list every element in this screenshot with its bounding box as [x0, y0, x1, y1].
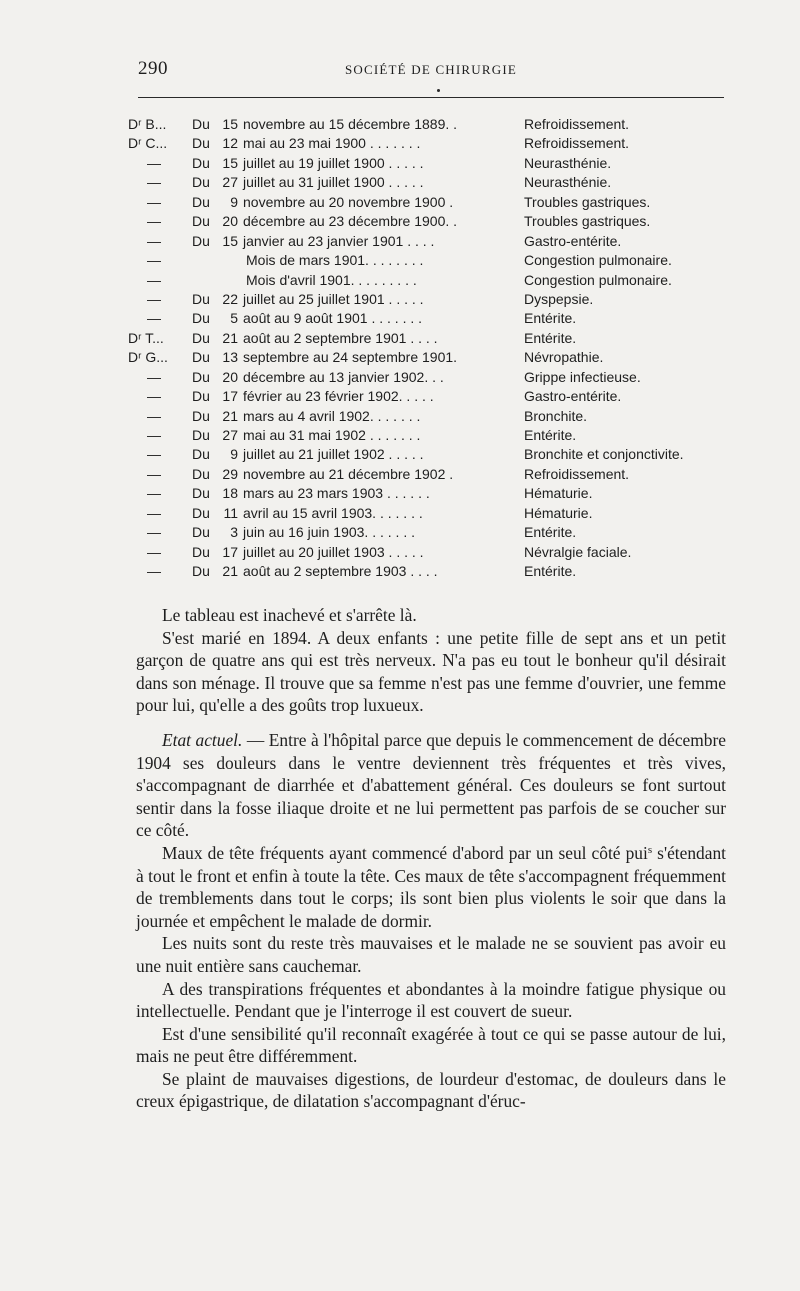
paragraph-nights: Les nuits sont du reste très mauvaises et le malade ne se souvient pas avoir eu une nuit entière sans cauchemar.	[136, 933, 726, 976]
table-cell-doctor: —	[147, 310, 161, 327]
table-cell-doctor: —	[147, 427, 161, 443]
paragraph-sweating: A des transpirations fréquentes et abondantes à la moindre fatigue physique ou intellectuelle. Pendant que je l'interroge il est couvert de sueur.	[136, 978, 726, 1022]
medical-history-table	[128, 115, 728, 582]
table-cell-doctor: —	[147, 504, 161, 521]
table-cell-du: Du	[192, 290, 210, 307]
table-row	[128, 407, 728, 426]
table-cell-du: Du	[192, 310, 210, 327]
table-cell-illness: Troubles gastriques.	[524, 213, 651, 230]
table-cell-day: 17	[222, 543, 238, 560]
table-cell-period: Mois d'avril 1901. . . . . . . . .	[246, 271, 417, 288]
table-cell-period: mars au 4 avril 1902. . . . . . .	[243, 407, 421, 424]
table-cell-doctor: Dʳ G...	[128, 349, 168, 366]
table-cell-day: 27	[222, 174, 238, 191]
table-cell-du: Du	[192, 154, 210, 171]
table-cell-period: juillet au 21 juillet 1902 . . . . .	[243, 446, 424, 463]
table-cell-period: novembre au 21 décembre 1902 .	[243, 465, 454, 482]
paragraph-sensitivity: Est d'une sensibilité qu'il reconnaît exagérée à tout ce qui se passe autour de lui, mais ne peut être différemment.	[136, 1023, 726, 1067]
table-row	[128, 465, 728, 484]
table-cell-period: août au 2 septembre 1901 . . . .	[243, 329, 438, 346]
running-head: SOCIÉTÉ DE CHIRURGIE	[344, 62, 518, 77]
table-cell-du: Du	[192, 232, 210, 249]
table-row	[128, 115, 728, 134]
table-row	[128, 426, 728, 445]
table-cell-period: novembre au 20 novembre 1900 .	[243, 193, 454, 210]
table-cell-period: juillet au 20 juillet 1903 . . . . .	[243, 543, 424, 560]
table-cell-illness: Congestion pulmonaire.	[524, 252, 672, 269]
table-cell-du: Du	[192, 213, 210, 230]
table-cell-du: Du	[192, 563, 210, 580]
table-cell-illness: Gastro-entérite.	[524, 388, 622, 405]
table-cell-du: Du	[192, 504, 210, 521]
table-cell-day: 22	[222, 290, 238, 307]
table-cell-doctor: —	[147, 368, 161, 385]
table-cell-doctor: —	[147, 388, 161, 405]
table-cell-period: juillet au 25 juillet 1901 . . . . .	[243, 290, 424, 307]
superscript-s: s	[647, 843, 653, 856]
table-cell-period: janvier au 23 janvier 1901 . . . .	[243, 232, 435, 249]
table-cell-doctor: —	[147, 543, 161, 560]
table-row	[128, 504, 728, 523]
table-cell-day: 20	[222, 368, 238, 385]
paragraph-digestion: Se plaint de mauvaises digestions, de lourdeur d'estomac, de douleurs dans le creux épigastrique, de dilatation s'accompagnant d'éruc-	[136, 1068, 726, 1112]
table-cell-doctor: —	[147, 252, 161, 269]
table-cell-day: 15	[222, 232, 238, 249]
table-cell-du: Du	[192, 427, 210, 443]
table-cell-day: 29	[222, 465, 238, 482]
table-cell-doctor: —	[147, 485, 161, 502]
table-cell-day: 27	[222, 427, 238, 443]
table-row	[128, 348, 728, 367]
table-row	[128, 523, 728, 542]
table-cell-du: Du	[192, 524, 210, 541]
table-cell-du: Du	[192, 116, 210, 132]
table-cell-du: Du	[192, 388, 210, 405]
table-cell-doctor: —	[147, 407, 161, 424]
table-row	[128, 271, 728, 290]
table-cell-period: mars au 23 mars 1903 . . . . . .	[243, 485, 430, 502]
page-header	[138, 58, 724, 82]
section-lead-etat-actuel: Etat actuel.	[162, 729, 243, 750]
table-cell-illness: Entérite.	[524, 427, 577, 443]
table-row	[128, 368, 728, 387]
table-cell-du: Du	[192, 543, 210, 560]
table-row	[128, 387, 728, 406]
table-row	[128, 562, 728, 581]
table-cell-du: Du	[192, 135, 210, 152]
table-row	[128, 484, 728, 503]
table-cell-day: 13	[222, 349, 238, 366]
paragraph-etat-actuel-text: — Entre à l'hôpital parce que depuis le commencement de décembre 1904 ses douleurs dans le ventre deviennent très fréquentes et très vives, s'accompagnant de diarrhée et d'abattement général. Ces douleurs se font surtout sentir dans la fosse iliaque droite et ne lui permettent pas parfois de se coucher sur ce côté.	[136, 729, 727, 841]
table-row	[128, 173, 728, 192]
table-cell-illness: Bronchite.	[524, 407, 588, 424]
table-cell-period: juillet au 19 juillet 1900 . . . . .	[243, 154, 424, 171]
paragraph-table-note: Le tableau est inachevé et s'arrête là.	[162, 605, 417, 625]
table-cell-period: mai au 31 mai 1902 . . . . . . .	[243, 427, 421, 443]
table-cell-period: mai au 23 mai 1900 . . . . . . .	[243, 135, 421, 152]
table-cell-du: Du	[192, 193, 210, 210]
table-row	[128, 543, 728, 562]
table-cell-illness: Entérite.	[524, 329, 577, 346]
paragraph-family: S'est marié en 1894. A deux enfants : une petite fille de sept ans et un petit garçon de quatre ans qui est très nerveux. N'a pas eu tout le bonheur qu'il désirait dans son ménage. Il trouve que sa femme n'est pas une femme d'ouvrier, une femme pour lui, qu'elle a des goûts trop luxueux.	[136, 627, 726, 716]
table-cell-doctor: —	[147, 232, 161, 249]
table-cell-doctor: —	[147, 563, 161, 580]
table-row	[128, 232, 728, 251]
table-cell-illness: Congestion pulmonaire.	[524, 271, 672, 288]
table-cell-day: 12	[222, 135, 238, 152]
table-cell-du: Du	[192, 329, 210, 346]
table-cell-illness: Dyspepsie.	[524, 290, 594, 307]
table-cell-day: 18	[222, 485, 238, 502]
table-cell-period: Mois de mars 1901. . . . . . . .	[246, 252, 424, 269]
table-cell-du: Du	[192, 485, 210, 502]
table-cell-day: 21	[222, 329, 238, 346]
table-cell-illness: Entérite.	[524, 524, 577, 541]
table-cell-day: 15	[222, 116, 238, 132]
table-cell-doctor: —	[147, 213, 161, 230]
table-cell-du: Du	[192, 349, 210, 366]
table-cell-period: juin au 16 juin 1903. . . . . . .	[243, 524, 415, 541]
table-cell-doctor: —	[147, 446, 161, 463]
table-cell-day: 21	[222, 563, 238, 580]
paragraph-headaches	[136, 842, 726, 932]
table-cell-illness: Hématurie.	[524, 504, 593, 521]
table-cell-illness: Neurasthénie.	[524, 174, 612, 191]
table-row	[128, 193, 728, 212]
table-cell-period: juillet au 31 juillet 1900 . . . . .	[243, 174, 424, 191]
table-cell-du: Du	[192, 407, 210, 424]
table-cell-period: avril au 15 avril 1903. . . . . . .	[243, 504, 423, 521]
table-cell-illness: Gastro-entérite.	[524, 232, 622, 249]
table-row	[128, 251, 728, 270]
table-cell-period: février au 23 février 1902. . . . .	[243, 388, 434, 405]
table-cell-doctor: Dʳ B...	[128, 116, 167, 132]
table-cell-illness: Refroidissement.	[524, 135, 630, 152]
table-cell-illness: Entérite.	[524, 563, 577, 580]
table-cell-day: 5	[230, 310, 238, 327]
table-cell-doctor: —	[147, 290, 161, 307]
table-cell-doctor: —	[147, 154, 161, 171]
table-cell-doctor: —	[147, 271, 161, 288]
table-row	[128, 154, 728, 173]
table-cell-period: décembre au 13 janvier 1902. . .	[243, 368, 444, 385]
table-row	[128, 212, 728, 231]
table-cell-doctor: —	[147, 193, 161, 210]
table-cell-day: 11	[223, 504, 238, 521]
page-number: 290	[138, 58, 168, 79]
table-row	[128, 445, 728, 464]
table-cell-day: 9	[230, 446, 238, 463]
table-cell-du: Du	[192, 174, 210, 191]
table-cell-period: août au 9 août 1901 . . . . . . .	[243, 310, 423, 327]
table-cell-du: Du	[192, 465, 210, 482]
table-cell-illness: Grippe infectieuse.	[524, 368, 641, 385]
header-rule	[138, 97, 724, 98]
table-cell-illness: Refroidissement.	[524, 116, 630, 132]
table-cell-day: 20	[222, 213, 238, 230]
table-cell-doctor: Dʳ C...	[128, 135, 168, 152]
table-cell-period: septembre au 24 septembre 1901.	[243, 349, 458, 366]
table-cell-day: 17	[222, 388, 238, 405]
table-cell-illness: Refroidissement.	[524, 465, 630, 482]
table-cell-day: 15	[222, 154, 238, 171]
table-cell-doctor: —	[147, 174, 161, 191]
table-cell-doctor: —	[147, 465, 161, 482]
table-cell-period: novembre au 15 décembre 1889. .	[243, 116, 458, 132]
paragraph-headaches-text-b: s'étendant à tout le front et enfin à toute la tête. Ces maux de tête s'accompagnent fréquemment de tremblements dans tout le corps; ils sont bien plus violents le soir que dans la journée et empêchent le malade de dormir.	[136, 842, 726, 931]
body-text	[136, 604, 726, 1113]
header-ornament-dot	[437, 89, 440, 92]
table-cell-du: Du	[192, 446, 210, 463]
table-cell-illness: Neurasthénie.	[524, 154, 612, 171]
table-cell-doctor: —	[147, 524, 161, 541]
paragraph-etat-actuel	[136, 729, 726, 842]
table-cell-illness: Entérite.	[524, 310, 577, 327]
paragraph-headaches-text-a: Maux de tête fréquents ayant commencé d'abord par un seul côté pui	[162, 842, 648, 863]
table-row	[128, 290, 728, 309]
table-cell-day: 21	[222, 407, 238, 424]
table-cell-illness: Névropathie.	[524, 349, 604, 366]
table-cell-day: 3	[230, 524, 238, 541]
table-cell-illness: Hématurie.	[524, 485, 593, 502]
table-cell-illness: Bronchite et conjonctivite.	[524, 446, 684, 463]
table-row	[128, 309, 728, 328]
table-cell-period: décembre au 23 décembre 1900. .	[243, 213, 458, 230]
table-cell-period: août au 2 septembre 1903 . . . .	[243, 563, 438, 580]
table-row	[128, 329, 728, 348]
table-cell-illness: Troubles gastriques.	[524, 193, 651, 210]
table-row	[128, 134, 728, 153]
table-cell-day: 9	[230, 193, 238, 210]
table-cell-du: Du	[192, 368, 210, 385]
table-cell-illness: Névralgie faciale.	[524, 543, 632, 560]
table-cell-doctor: Dʳ T...	[128, 329, 164, 346]
